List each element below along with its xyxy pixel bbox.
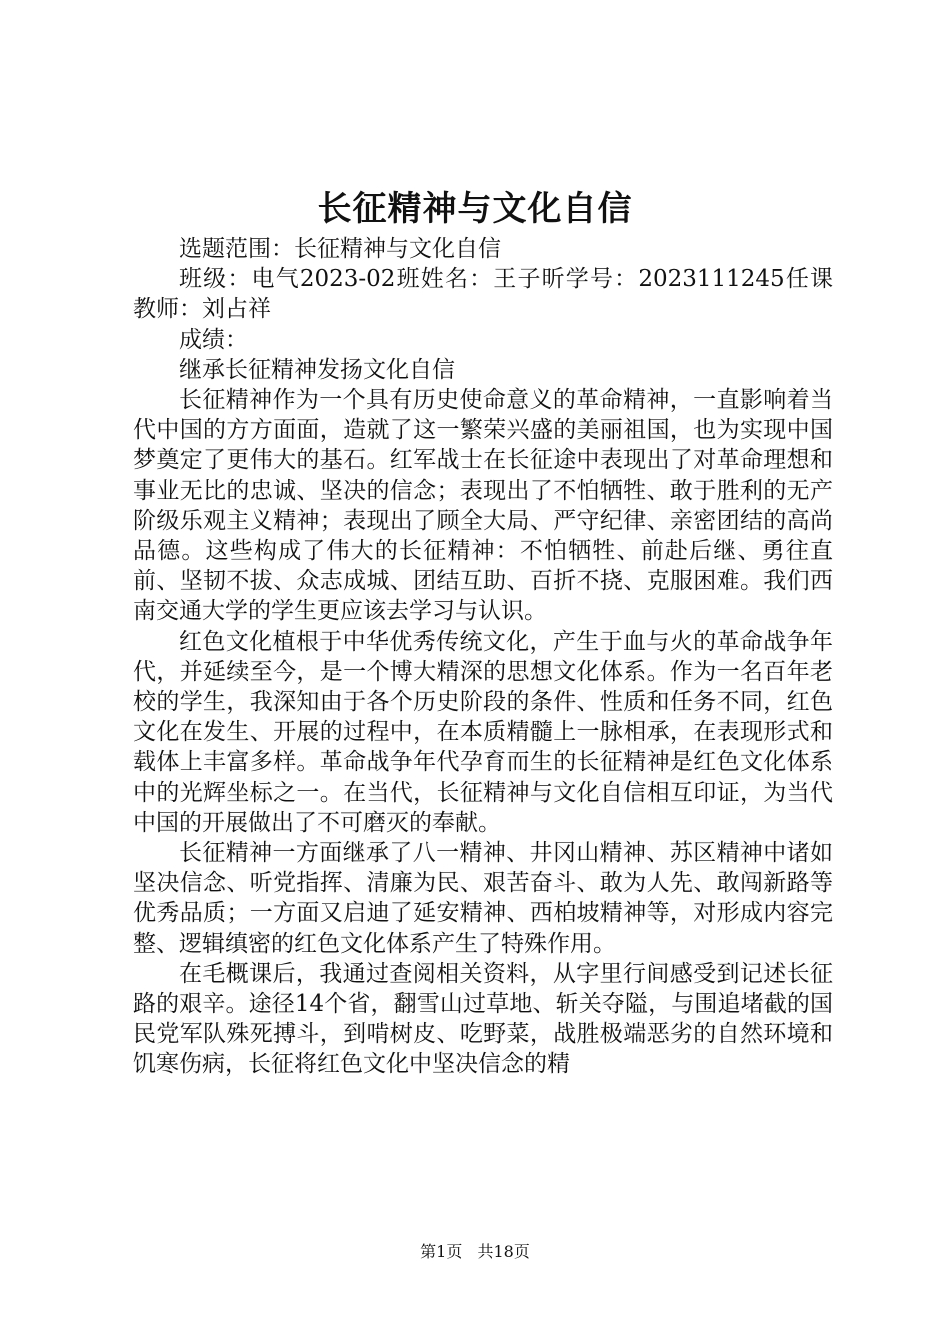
essay-subtitle: 继承长征精神发扬文化自信 (179, 356, 455, 383)
page-footer (0, 1241, 950, 1263)
score-line: 成绩： (179, 326, 248, 353)
document-body (133, 234, 833, 1080)
page-number: 第1页 (420, 1242, 463, 1261)
document-title: 长征精神与文化自信 (317, 189, 633, 229)
paragraph: 红色文化植根于中华优秀传统文化，产生于血与火的革命战争年代，并延续至今，是一个博大精深的思想文化体系。作为一名百年老校的学生，我深知由于各个历史阶段的条件、性质和任务不同，红色文化在发生、开展的过程中，在本质精髓上一脉相承，在表现形式和载体上丰富多样。革命战争年代孕育而生的长征精神是红色文化体系中的光辉坐标之一。在当代，长征精神与文化自信相互印证，为当代中国的开展做出了不可磨灭的奉献。 (133, 628, 833, 836)
student-info-line: 班级：电气2023-02班姓名：王子昕学号：2023111245任课教师：刘占祥 (133, 266, 833, 323)
paragraph: 长征精神一方面继承了八一精神、井冈山精神、苏区精神中诸如坚决信念、听党指挥、清廉为民、艰苦奋斗、敢为人先、敢闯新路等优秀品质；一方面又启迪了延安精神、西柏坡精神等，对形成内容完整、逻辑缜密的红色文化体系产生了特殊作用。 (133, 840, 833, 957)
paragraph: 长征精神作为一个具有历史使命意义的革命精神，一直影响着当代中国的方方面面，造就了这一繁荣兴盛的美丽祖国，也为实现中国梦奠定了更伟大的基石。红军战士在长征途中表现出了对革命理想和事业无比的忠诚、坚决的信念；表现出了不怕牺牲、敢于胜利的无产阶级乐观主义精神；表现出了顾全大局、严守纪律、亲密团结的高尚品德。这些构成了伟大的长征精神：不怕牺牲、前赴后继、勇往直前、坚韧不拔、众志成城、团结互助、百折不挠、克服困难。我们西南交通大学的学生更应该去学习与认识。 (133, 387, 833, 625)
topic-line: 选题范围：长征精神与文化自信 (179, 236, 501, 262)
page-total: 共18页 (477, 1242, 530, 1261)
paragraph: 在毛概课后，我通过查阅相关资料，从字里行间感受到记述长征路的艰辛。途径14个省，翻雪山过草地、斩关夺隘，与围追堵截的国民党军队殊死搏斗，到啃树皮、吃野菜，战胜极端恶劣的自然环境和饥寒伤病，长征将红色文化中坚决信念的精 (133, 960, 833, 1078)
